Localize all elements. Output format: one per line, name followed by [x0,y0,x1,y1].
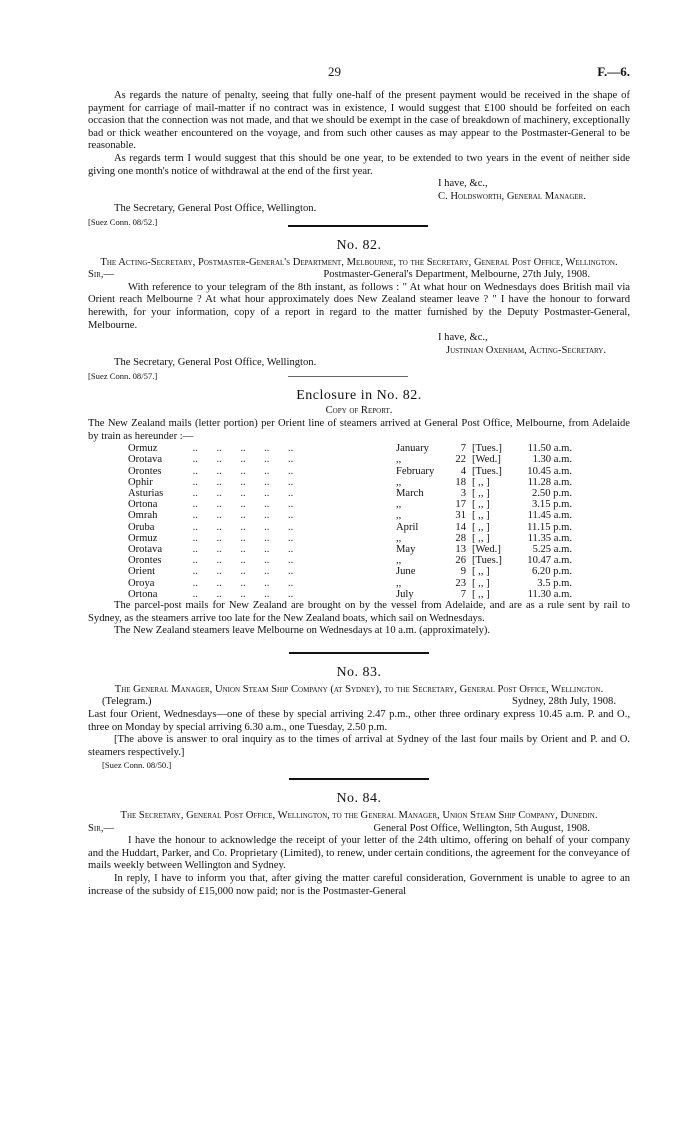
table-row [128,533,572,544]
day-cell: 31 [455,510,466,522]
month-cell: ,, [396,454,402,466]
day-cell: 14 [455,521,466,533]
table-row [128,566,572,577]
day-cell: 13 [455,544,466,556]
month-cell: April [396,521,419,533]
no83-title: The General Manager, Union Steam Ship Company (at Sydney), to the Secretary, General Post Office, Wellington. [114,683,604,695]
intro-paragraph-2: As regards term I would suggest that this should be one year, to be extended to two years in the event of neither side giving one month's notice of withdrawal at the end of the first year. [88,152,630,177]
no84-title: The Secretary, General Post Office, Wellington, to the General Manager, Union Steam Ship Company, Dunedin. [120,810,598,822]
leader-dots: .. .. .. .. .. [190,544,294,556]
month-cell: February [396,465,435,477]
leader-dots: .. .. .. .. .. [190,566,294,578]
no82-place-date: Postmaster-General's Department, Melbourne, 27th July, 1908. [323,269,590,281]
no83-file-reference: [Suez Conn. 08/50.] [102,760,172,771]
leader-dots: .. .. .. .. .. [190,588,294,600]
no83-body: Last four Orient, Wednesdays—one of these by special arriving 2.47 p.m., other three ordinary express 10.45 a.m. P. and O., three on Monday by special arriving 6.30 a.m., one Tuesday, 2.50 p.m. [88,709,630,733]
intro-file-reference: [Suez Conn. 08/52.] [88,216,158,227]
month-cell: March [396,488,424,500]
no82-title: The Acting-Secretary, Postmaster-General's Department, Melbourne, to the Secretary, General Post Office, Wellington. [100,256,618,268]
no83-note: [The above is answer to oral inquiry as to the times of arrival at Sydney of the last four mails by Orient and P. and O. steamers respectively.] [88,734,630,758]
ship-cell: Orotava [128,544,163,556]
leader-dots: .. .. .. .. .. [190,488,294,500]
month-cell: ,, [396,510,402,522]
month-cell: ,, [396,499,402,511]
leader-dots: .. .. .. .. .. [190,521,294,533]
ship-cell: Orient [128,566,156,578]
weekday-cell: [Wed.] [472,454,501,466]
table-row [128,499,572,510]
page-number: 29 [328,64,341,79]
time-cell: 5.25 a.m. [532,544,572,556]
time-cell: 10.45 a.m. [527,465,572,477]
intro-closing: I have, &c., [438,178,488,190]
enclosure-paragraph-1: The parcel-post mails for New Zealand are brought on by the vessel from Adelaide, and are as a rule sent by rail to Sydney, as the steamers arrive too late for the New Zealand boats, which sail on Wednesdays. [88,600,630,624]
weekday-cell: [Tues.] [472,555,502,567]
ship-cell: Ophir [128,476,153,488]
leader-dots: .. .. .. .. .. [190,555,294,567]
time-cell: 11.30 a.m. [527,588,572,600]
no83-telegram: (Telegram.) [102,696,152,708]
ship-cell: Orotava [128,454,163,466]
weekday-cell: [Wed.] [472,544,501,556]
no83-place-date: Sydney, 28th July, 1908. [512,696,616,708]
table-row [128,578,572,589]
table-row [128,477,572,488]
no84-salutation: Sir,— [88,822,115,834]
no82-signature: Justinian Oxenham, Acting-Secretary. [445,344,606,356]
no83-heading: No. 83. [336,664,382,680]
ship-cell: Asturias [128,488,164,500]
ship-cell: Orontes [128,465,162,477]
day-cell: 7 [460,588,466,600]
ship-cell: Ormuz [128,443,158,455]
table-row [128,488,572,499]
weekday-cell: [ ,, ] [472,476,490,488]
month-cell: ,, [396,555,402,567]
no84-heading: No. 84. [336,791,382,807]
no82-closing: I have, &c., [438,332,488,344]
day-cell: 18 [455,476,466,488]
time-cell: 3.5 p.m. [537,577,572,589]
no84-paragraph-2: In reply, I have to inform you that, after giving the matter careful consideration, Government is unable to agree to an increase of the subsidy of £15,000 now paid; nor is the Postmaster-General [88,873,630,897]
section-divider [288,376,408,377]
time-cell: 11.28 a.m. [527,476,572,488]
month-cell: June [396,566,416,578]
weekday-cell: [ ,, ] [472,499,490,511]
time-cell: 11.50 a.m. [527,443,572,455]
table-row [128,454,572,465]
leader-dots: .. .. .. .. .. [190,532,294,544]
no83-telegram-row [88,696,630,709]
month-cell: ,, [396,577,402,589]
ship-cell: Ormuz [128,532,158,544]
table-row [128,522,572,533]
day-cell: 9 [460,566,466,578]
day-cell: 23 [455,577,466,589]
leader-dots: .. .. .. .. .. [190,454,294,466]
time-cell: 3.15 p.m. [531,499,572,511]
weekday-cell: [ ,, ] [472,532,490,544]
section-divider [289,778,429,780]
ship-cell: Omrah [128,510,158,522]
weekday-cell: [ ,, ] [472,566,490,578]
enclosure-subheading: Copy of Report. [325,405,393,417]
ship-cell: Ortona [128,499,158,511]
day-cell: 3 [460,488,466,500]
weekday-cell: [ ,, ] [472,510,490,522]
weekday-cell: [ ,, ] [472,521,490,533]
table-row [128,510,572,521]
no82-heading: No. 82. [336,237,382,253]
leader-dots: .. .. .. .. .. [190,510,294,522]
no82-addressee: The Secretary, General Post Office, Wellington. [114,357,317,369]
month-cell: ,, [396,476,402,488]
table-row [128,443,572,454]
day-cell: 28 [455,532,466,544]
leader-dots: .. .. .. .. .. [190,499,294,511]
no82-file-reference: [Suez Conn. 08/57.] [88,370,158,381]
intro-signature: C. Holdsworth, General Manager. [438,190,586,202]
no84-place-date: General Post Office, Wellington, 5th August, 1908. [373,822,590,834]
no84-paragraph-1: I have the honour to acknowledge the receipt of your letter of the 24th ultimo, offering on behalf of your company and the Huddart, Parker, and Co. Proprietary (Limited), to renew, under certain conditions, the agreement for the conveyance of mails weekly between Wellington and Sydney. [88,835,630,872]
leader-dots: .. .. .. .. .. [190,443,294,455]
intro-paragraph-1: As regards the nature of penalty, seeing that fully one-half of the present payment would be received in the shape of payment for carriage of mail-matter if no contract was in existence, I would suggest that £100 should be forfeited on each occasion that the connection was not made, and that we should be exempt in the case of breakdown of machinery, exceptionally bad or thick weather encountered on the voyage, and from such other causes as may appear to the Postmaster-General to be reasonable. [88,90,630,152]
ship-cell: Oroya [128,577,155,589]
table-row [128,589,572,600]
table-row [128,544,572,555]
month-cell: ,, [396,532,402,544]
day-cell: 17 [455,499,466,511]
document-page [88,66,630,898]
table-row [128,555,572,566]
ship-cell: Oruba [128,521,155,533]
leader-dots: .. .. .. .. .. [190,465,294,477]
month-cell: January [396,443,429,455]
time-cell: 11.45 a.m. [527,510,572,522]
page-header [88,66,630,90]
enclosure-intro: The New Zealand mails (letter portion) per Orient line of steamers arrived at General Post Office, Melbourne, from Adelaide by train as hereunder :— [88,418,630,442]
day-cell: 4 [460,465,466,477]
time-cell: 11.15 p.m. [527,521,572,533]
mail-arrival-table [128,443,572,600]
day-cell: 26 [455,555,466,567]
time-cell: 1.30 a.m. [532,454,572,466]
enclosure-paragraph-2: The New Zealand steamers leave Melbourne on Wednesdays at 10 a.m. (approximately). [114,625,491,637]
leader-dots: .. .. .. .. .. [190,476,294,488]
document-reference: F.—6. [597,64,630,79]
time-cell: 6.20 p.m. [531,566,572,578]
day-cell: 7 [460,443,466,455]
leader-dots: .. .. .. .. .. [190,577,294,589]
weekday-cell: [ ,, ] [472,488,490,500]
table-row [128,466,572,477]
time-cell: 10.47 a.m. [527,555,572,567]
time-cell: 2.50 p.m. [531,488,572,500]
ship-cell: Ortona [128,588,158,600]
ship-cell: Orontes [128,555,162,567]
no82-salutation-row [88,269,630,282]
weekday-cell: [Tues.] [472,465,502,477]
weekday-cell: [Tues.] [472,443,502,455]
month-cell: July [396,588,414,600]
section-divider [288,225,428,227]
intro-addressee: The Secretary, General Post Office, Wellington. [114,203,317,215]
day-cell: 22 [455,454,466,466]
month-cell: May [396,544,416,556]
no82-body: With reference to your telegram of the 8th instant, as follows : " At what hour on Wednesdays does British mail via Orient reach Melbourne ? At what hour approximately does New Zealand steamer leave ? " I have the honour to forward herewith, for your information, copy of a report in regard to the matter furnished by the Deputy Postmaster-General, Melbourne. [88,281,630,331]
enclosure-heading: Enclosure in No. 82. [296,388,422,404]
no82-salutation: Sir,— [88,269,115,281]
weekday-cell: [ ,, ] [472,588,490,600]
no84-salutation-row [88,823,630,836]
time-cell: 11.35 a.m. [527,532,572,544]
section-divider [289,652,429,654]
weekday-cell: [ ,, ] [472,577,490,589]
